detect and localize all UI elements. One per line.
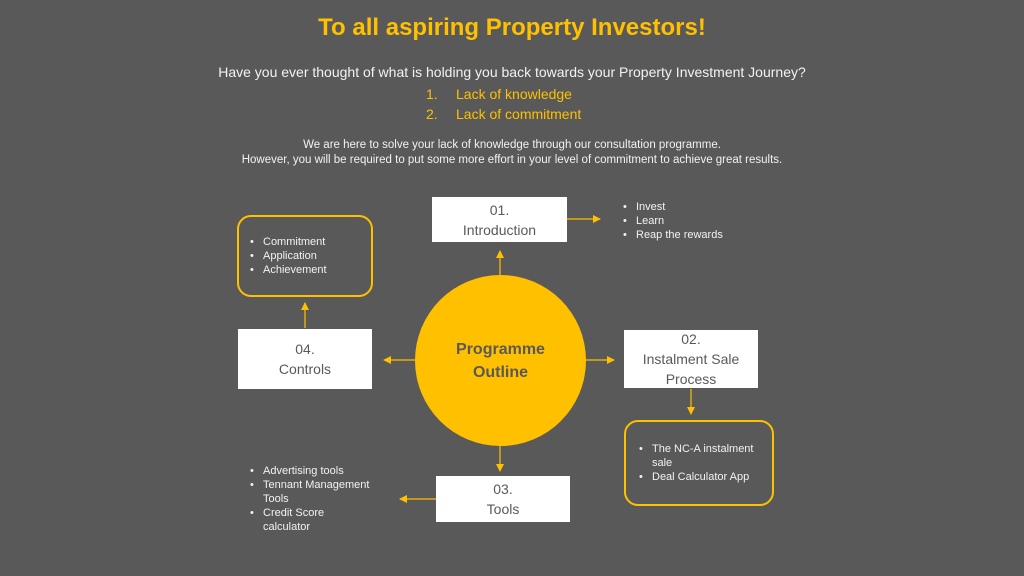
bullet-item: • Invest (622, 200, 723, 214)
tools-bullets (249, 464, 374, 534)
reason-text: Lack of knowledge (456, 86, 572, 102)
circle-label-line-2: Outline (472, 363, 529, 381)
step-number: 01. (489, 201, 510, 218)
description-line-1: We are here to solve your lack of knowledge through our consultation programme. (303, 139, 721, 151)
bullet-item: • Deal Calculator App (638, 470, 768, 484)
bullet-item: • Reap the rewards (622, 228, 723, 242)
step-introduction-box (432, 197, 567, 242)
bullet-item: • Application (249, 249, 327, 263)
step-tools-box (436, 476, 570, 522)
step-label: Controls (278, 361, 332, 377)
bullet-item: • Commitment (249, 235, 327, 249)
circle-label-line-1: Programme (456, 340, 545, 358)
page-title: To all aspiring Property Investors! (318, 14, 706, 41)
step-instalment-box (624, 330, 758, 388)
step-number: 03. (493, 481, 513, 497)
introduction-bullets (622, 200, 723, 242)
bullet-item: • Tennant Management Tools (249, 478, 374, 506)
bullet-item: • The NC-A instalment sale (638, 442, 768, 470)
step-number: 02. (681, 331, 701, 347)
question-text: Have you ever thought of what is holding you back towards your Property Investment Journey? (218, 64, 806, 80)
step-label-line-2: Process (665, 371, 717, 387)
bullet-item: • Learn (622, 214, 723, 228)
bullet-item: • Achievement (249, 263, 327, 277)
programme-outline-circle (415, 275, 586, 446)
bullet-item: • Advertising tools (249, 464, 374, 478)
step-label: Tools (486, 501, 520, 517)
step-number: 04. (295, 341, 315, 357)
bullet-item: • Credit Score calculator (249, 506, 374, 534)
reason-number: 1. (426, 86, 438, 102)
reason-number: 2. (426, 106, 438, 122)
step-controls-box (238, 329, 372, 389)
controls-bullets (249, 235, 327, 277)
step-label: Introduction (462, 221, 537, 238)
step-label-line-1: Instalment Sale (642, 351, 740, 367)
description-line-2: However, you will be required to put some more effort in your level of commitment to achieve great results. (241, 154, 783, 166)
instalment-bullets (638, 442, 768, 484)
reason-text: Lack of commitment (456, 106, 582, 122)
